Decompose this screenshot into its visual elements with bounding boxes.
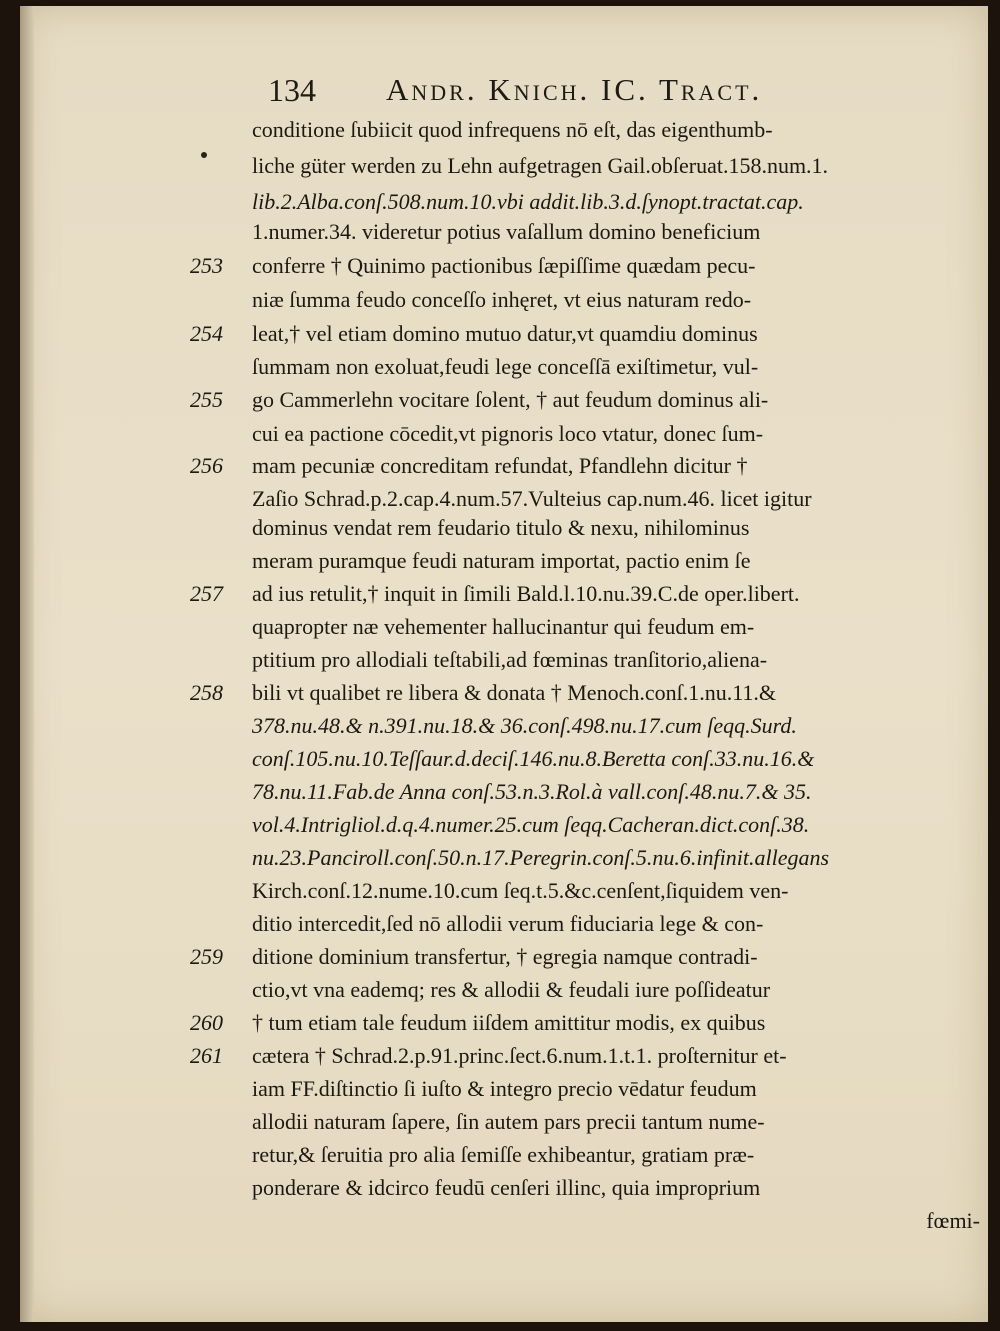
text-line: bili vt qualibet re libera & donata † Menoch.conſ.1.nu.11.& [252,680,777,705]
text-line: Kirch.conſ.12.nume.10.cum ſeq.t.5.&c.cenſent,ſiquidem ven- [252,878,789,903]
text-line: 78.nu.11.Fab.de Anna conſ.53.n.3.Rol.à vall.conſ.48.nu.7.& 35. [252,779,812,804]
text-line: nu.23.Panciroll.conſ.50.n.17.Peregrin.conſ.5.nu.6.infinit.allegans [252,845,830,870]
text-line: cætera † Schrad.2.p.91.princ.ſect.6.num.1.t.1. proſternitur et- [252,1043,787,1068]
margin-number: 256 [190,453,223,478]
book-page [20,6,988,1322]
margin-number: 260 [190,1010,223,1035]
text-line: conditione ſubiicit quod infrequens nō eſt, das eigenthumb- [252,117,773,142]
text-line: ptitium pro allodiali teſtabili,ad fœminas tranſitorio,aliena- [252,647,768,672]
text-line: Zaſio Schrad.p.2.cap.4.num.57.Vulteius cap.num.46. licet igitur [252,486,812,511]
margin-number: 259 [190,944,223,969]
text-line: vol.4.Intrigliol.d.q.4.numer.25.cum ſeqq.Cacheran.dict.conſ.38. [252,812,810,837]
text-line: quapropter næ vehementer hallucinantur qui feudum em- [252,614,755,639]
text-line: meram puramque feudi naturam importat, pactio enim ſe [252,548,751,573]
text-line: ad ius retulit,† inquit in ſimili Bald.l.10.nu.39.C.de oper.libert. [252,581,800,606]
margin-number: 253 [190,253,223,278]
text-line: 378.nu.48.& n.391.nu.18.& 36.conſ.498.nu.17.cum ſeqq.Surd. [252,713,797,738]
text-line: lib.2.Alba.conſ.508.num.10.vbi addit.lib.3.d.ſynopt.tractat.cap. [252,189,804,214]
text-line: dominus vendat rem feudario titulo & nexu, nihilominus [252,515,750,540]
margin-number: 257 [190,581,223,606]
running-head: Andr. Knich. IC. Tract. [386,72,763,107]
text-line: cui ea pactione cōcedit,vt pignoris loco vtatur, donec ſum- [252,421,764,446]
catchword: fœmi- [926,1208,980,1233]
margin-number: 255 [190,387,223,412]
text-line: mam pecuniæ concreditam refundat, Pfandlehn dicitur † [252,453,748,478]
text-line: 1.numer.34. videretur potius vaſallum domino beneficium [252,219,761,244]
text-line: † tum etiam tale feudum iiſdem amittitur modis, ex quibus [252,1010,766,1035]
text-line: iam FF.diſtinctio ſi iuſto & integro precio vēdatur feudum [252,1076,757,1101]
text-line: conferre † Quinimo pactionibus ſæpiſſime quædam pecu- [252,253,756,278]
margin-number: 258 [190,680,223,705]
text-line: liche güter werden zu Lehn aufgetragen Gail.obſeruat.158.num.1. [252,153,829,178]
text-line: niæ ſumma feudo conceſſo inhęret, vt eius naturam redo- [252,287,752,312]
text-line: ponderare & idcirco feudū cenſeri illinc, quia improprium [252,1175,761,1200]
text-line: allodii naturam ſapere, ſin autem pars precii tantum nume- [252,1109,765,1134]
text-line: ctio,vt vna eademq; res & allodii & feudali iure poſſideatur [252,977,771,1002]
text-line: ditio intercedit,ſed nō allodii verum fiduciaria lege & con- [252,911,764,936]
margin-mark [201,152,207,158]
margin-number: 254 [190,321,223,346]
text-line: ſummam non exoluat,feudi lege conceſſā exiſtimetur, vul- [252,354,759,379]
text-line: leat,† vel etiam domino mutuo datur,vt quamdiu dominus [252,321,758,346]
text-line: retur,& ſeruitia pro alia ſemiſſe exhibeantur, gratiam præ- [252,1142,755,1167]
text-line: ditione dominium transfertur, † egregia namque contradi- [252,944,758,969]
text-body [20,6,988,1322]
text-line: conſ.105.nu.10.Teſſaur.d.deciſ.146.nu.8.Beretta conſ.33.nu.16.& [252,746,815,771]
page-number: 134 [268,72,316,108]
text-line: go Cammerlehn vocitare ſolent, † aut feudum dominus ali- [252,387,769,412]
margin-number: 261 [190,1043,223,1068]
